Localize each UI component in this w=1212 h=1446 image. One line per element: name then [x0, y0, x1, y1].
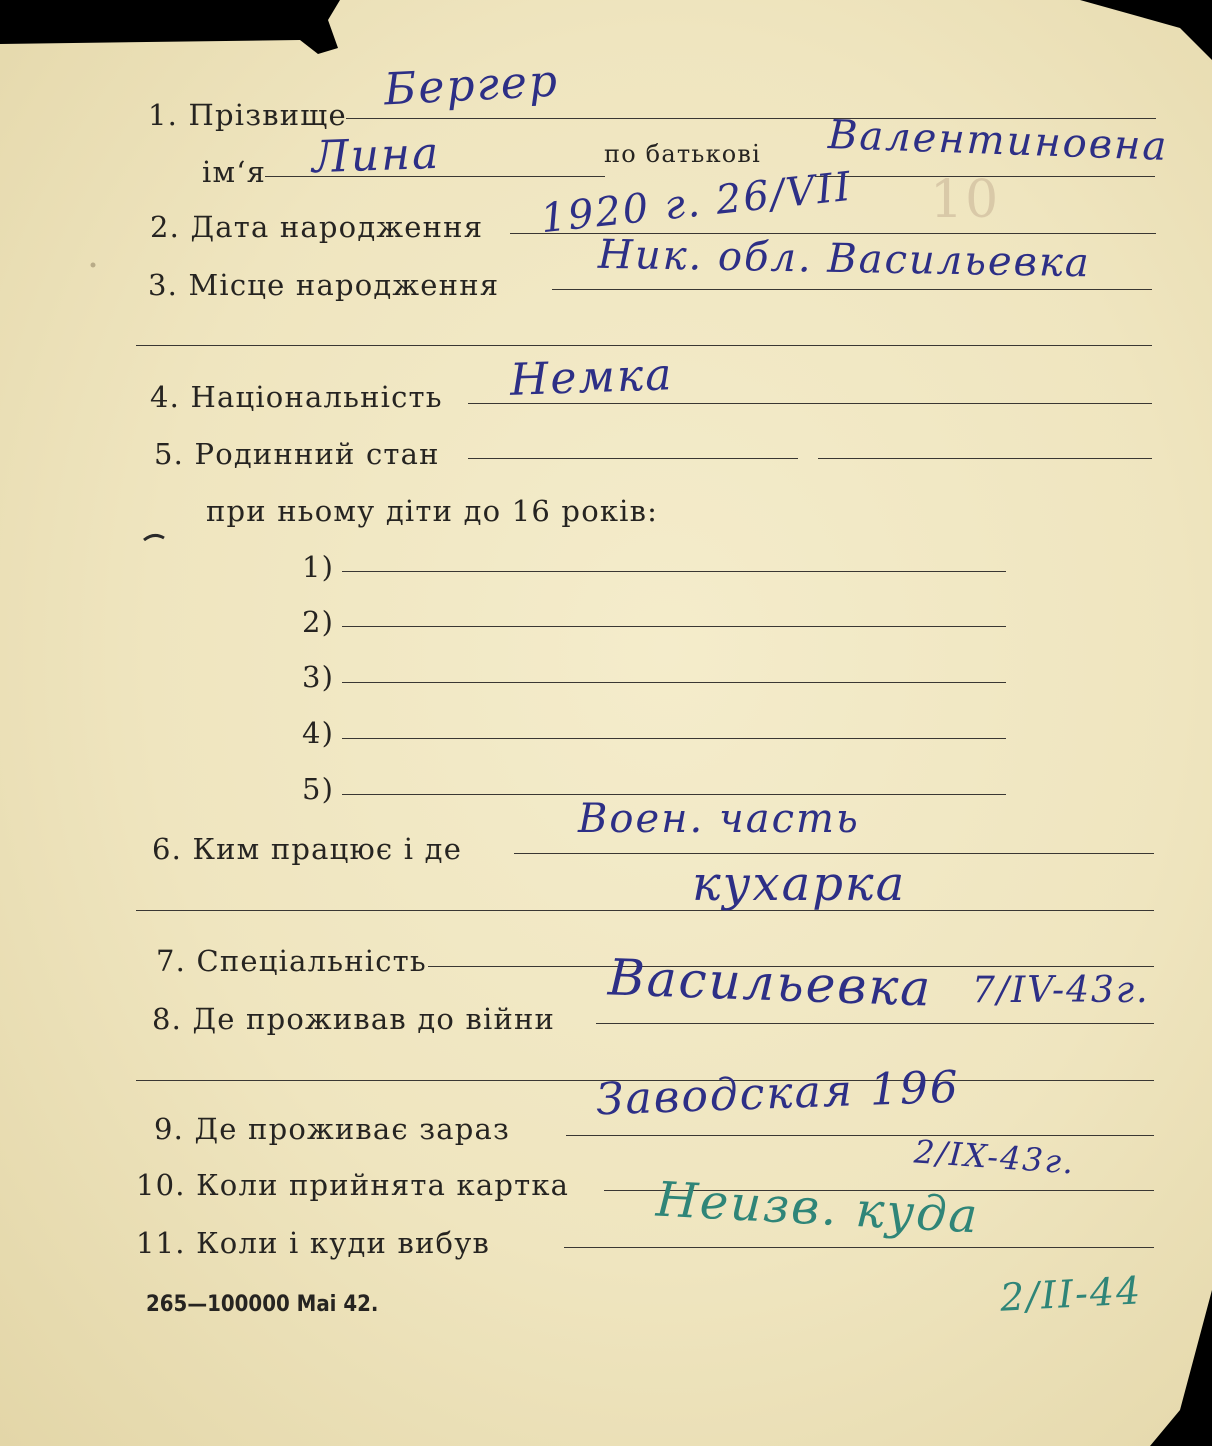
child-1-label: 1)	[302, 550, 335, 584]
line-birth-place	[552, 289, 1152, 290]
field-2-birth-date-label: 2. Дата народження	[150, 210, 484, 244]
children-label: при ньому діти до 16 років:	[206, 494, 659, 528]
ink-speck	[140, 528, 170, 548]
handwritten-surname: Бергер	[382, 55, 561, 116]
line-current-residence	[566, 1135, 1154, 1136]
line-child-2	[342, 626, 1006, 627]
field-1-surname-label: 1. Прізвище	[148, 98, 347, 132]
line-child-4	[342, 738, 1006, 739]
line-child-1	[342, 571, 1006, 572]
handwritten-card-accepted: 2/IX-43г.	[912, 1132, 1077, 1182]
field-9-current-residence-label: 9. Де проживає зараз	[154, 1112, 511, 1146]
handwritten-first-name: Лина	[311, 127, 442, 184]
handwritten-nationality: Немка	[509, 349, 675, 406]
child-5-label: 5)	[302, 772, 335, 806]
line-work	[514, 853, 1154, 854]
line-marital-status	[468, 458, 798, 459]
handwritten-departed-where: Неизв. куда	[654, 1171, 981, 1245]
handwritten-patronymic: Валентиновна	[827, 112, 1170, 170]
line-prewar-residence	[596, 1023, 1154, 1024]
line-birth-place-2	[136, 345, 1152, 346]
line-departed	[564, 1247, 1154, 1248]
paper-speck	[88, 260, 98, 270]
handwritten-corner-mark: 10	[930, 170, 1001, 230]
field-11-departed-label: 11. Коли і куди вибув	[136, 1226, 490, 1260]
field-3-birth-place-label: 3. Місце народження	[148, 268, 500, 302]
child-4-label: 4)	[302, 716, 335, 750]
handwritten-prewar-date: 7/IV-43г.	[972, 970, 1150, 1011]
line-child-5	[342, 794, 1006, 795]
child-3-label: 3)	[302, 660, 335, 694]
handwritten-work-line-1: Воен. часть	[578, 796, 860, 842]
print-run-footer: 265—100000 Маі 42.	[146, 1292, 379, 1317]
field-4-nationality-label: 4. Національність	[150, 380, 443, 414]
handwritten-current-address: Заводская 196	[595, 1061, 961, 1126]
handwritten-birth-place: Ник. обл. Васильевка	[597, 231, 1092, 287]
bottom-right-cut	[1150, 1290, 1212, 1446]
field-name-label: ім‘я	[202, 155, 267, 189]
child-2-label: 2)	[302, 605, 335, 639]
field-6-work-label: 6. Ким працює і де	[152, 832, 463, 866]
line-work-2	[136, 910, 1154, 911]
handwritten-work-line-2: кухарка	[692, 856, 907, 912]
corner-dent	[1080, 0, 1212, 60]
line-child-3	[342, 682, 1006, 683]
line-marital-status-2	[818, 458, 1152, 459]
field-8-prewar-residence-label: 8. Де проживав до війни	[152, 1002, 556, 1036]
field-patronymic-label: по батькові	[604, 140, 762, 168]
handwritten-birth-date: 1920 г. 26/VII	[538, 163, 855, 243]
handwritten-prewar-residence: Васильевка	[607, 948, 934, 1018]
field-5-marital-status-label: 5. Родинний стан	[154, 437, 440, 471]
field-7-specialty-label: 7. Спеціальність	[156, 944, 427, 978]
torn-corner	[0, 0, 360, 70]
handwritten-departed-date: 2/II-44	[998, 1268, 1144, 1320]
field-10-card-accepted-label: 10. Коли прийнята картка	[136, 1168, 570, 1202]
